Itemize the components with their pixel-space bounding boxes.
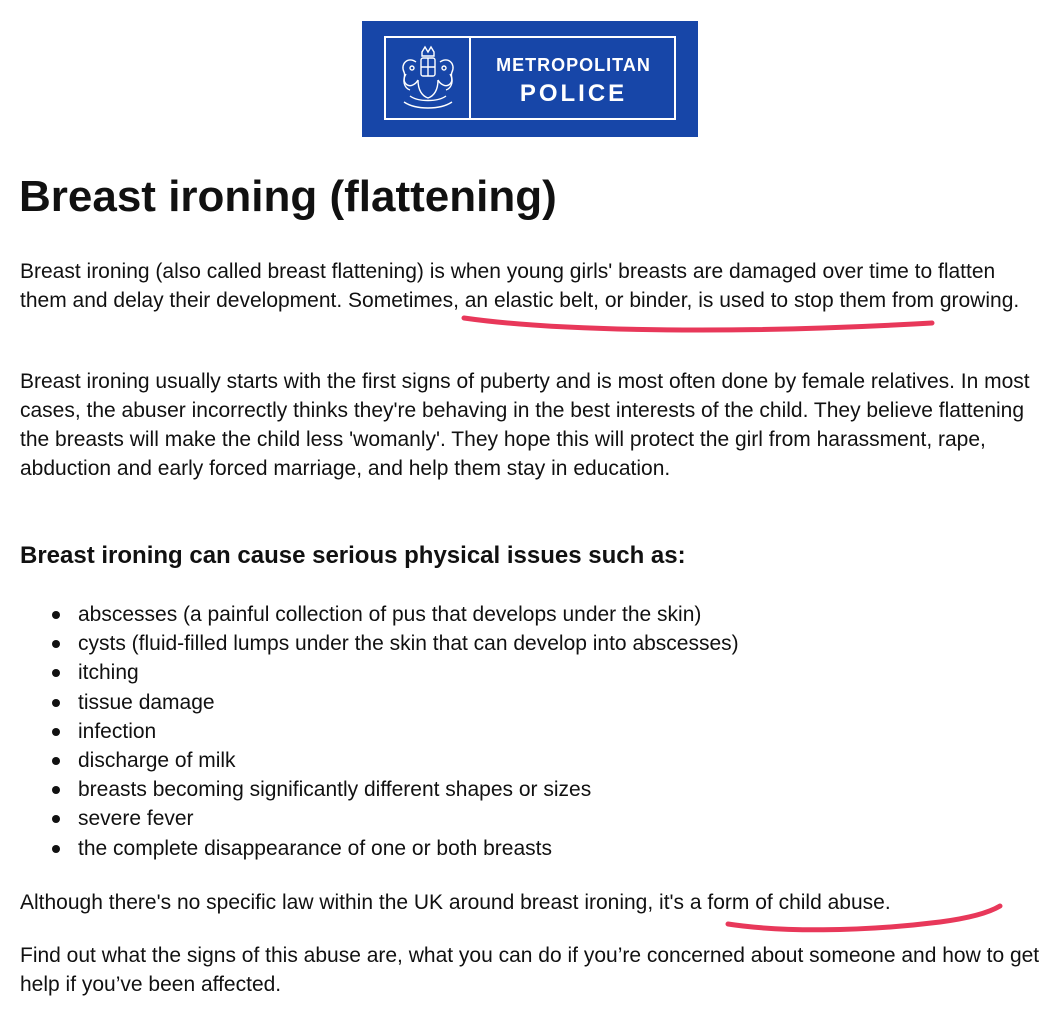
list-item-text: cysts (fluid-filled lumps under the skin that can develop into abscesses) <box>78 632 739 656</box>
royal-crest-icon <box>392 44 464 112</box>
issues-list <box>40 600 739 863</box>
bullet-icon <box>52 786 60 794</box>
list-item-text: the complete disappearance of one or both breasts <box>78 836 552 860</box>
list-item <box>40 746 739 775</box>
list-item <box>40 658 739 687</box>
bullet-icon <box>52 699 60 707</box>
bullet-icon <box>52 815 60 823</box>
issues-heading: Breast ironing can cause serious physical issues such as: <box>20 542 686 569</box>
bullet-icon <box>52 611 60 619</box>
list-item <box>40 717 739 746</box>
list-item <box>40 804 739 833</box>
list-item-text: severe fever <box>78 807 194 831</box>
list-item <box>40 775 739 804</box>
list-item-text: tissue damage <box>78 690 215 714</box>
logo-text-police: POLICE <box>519 80 628 107</box>
list-item-text: itching <box>78 661 139 685</box>
intro-paragraph <box>20 257 1045 315</box>
list-item <box>40 834 739 863</box>
find-out-paragraph: Find out what the signs of this abuse are, what you can do if you’re concerned about someone and how to get help if you’ve been affected. <box>20 944 1040 996</box>
bullet-icon <box>52 728 60 736</box>
list-item <box>40 688 739 717</box>
intro-text-end: them from growing. <box>833 289 1020 312</box>
list-item-text: infection <box>78 719 157 743</box>
bullet-icon <box>52 640 60 648</box>
page-title: Breast ironing (flattening) <box>19 172 557 221</box>
logo-frame <box>384 36 676 120</box>
bullet-icon <box>52 845 60 853</box>
list-item-text: abscesses (a painful collection of pus that develops under the skin) <box>78 603 702 626</box>
law-paragraph <box>20 888 1045 917</box>
intro-text: Breast ironing (also called breast flattening) is when young girls' breasts are damaged over time to flatten them and delay their development. <box>20 260 996 312</box>
intro-highlighted-text: Sometimes, an elastic belt, or binder, is used to stop <box>348 289 834 312</box>
puberty-paragraph: Breast ironing usually starts with the first signs of puberty and is most often done by female relatives. In most cases, the abuser incorrectly thinks they're behaving in the best interests of the child. They believe flattening the breasts will make the child less 'womanly'. They hope this will protect the girl from harassment, rape, abduction and early forced marriage, and help them stay in education. <box>20 370 1030 480</box>
law-highlighted-text: it's a form of child abuse. <box>659 891 891 914</box>
metropolitan-police-logo <box>362 21 698 137</box>
list-item-text: breasts becoming significantly different shapes or sizes <box>78 778 592 802</box>
list-item <box>40 629 739 658</box>
red-underline-belt-annotation <box>464 318 932 330</box>
logo-text-metropolitan: METROPOLITAN <box>496 55 651 75</box>
list-item <box>40 600 739 629</box>
bullet-icon <box>52 757 60 765</box>
law-text: Although there's no specific law within the UK around breast ironing, <box>20 891 660 914</box>
bullet-icon <box>52 669 60 677</box>
list-item-text: discharge of milk <box>78 749 236 773</box>
